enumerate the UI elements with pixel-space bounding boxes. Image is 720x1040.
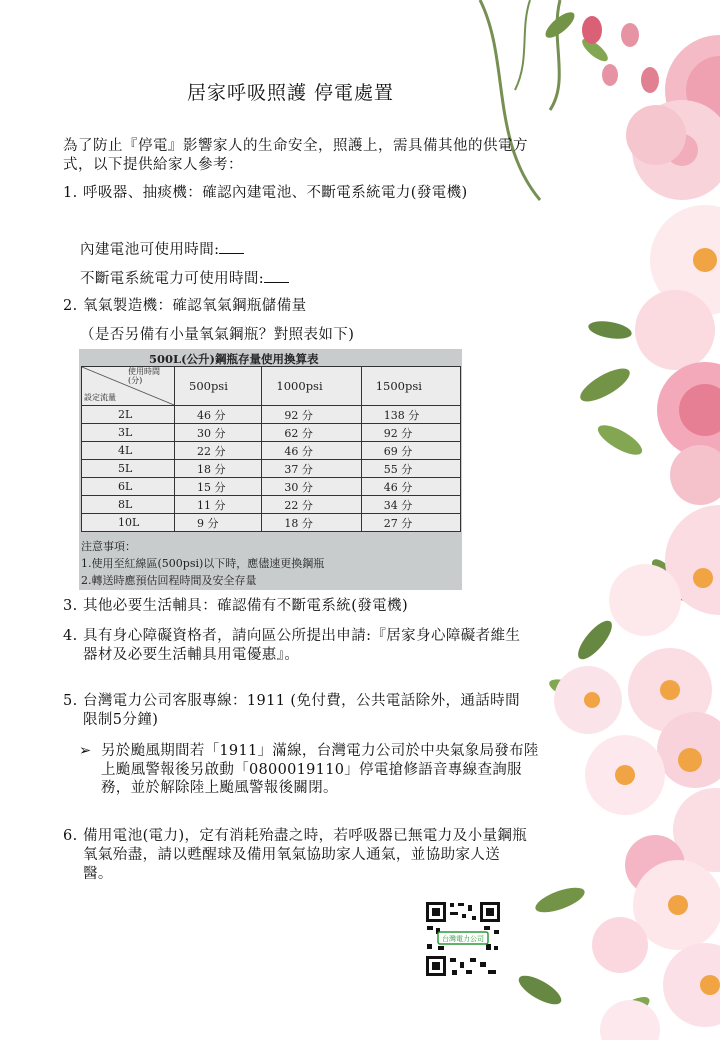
qr-label: 台灣電力公司 bbox=[442, 935, 484, 943]
table-row bbox=[82, 460, 461, 478]
table-cell: 9 分 bbox=[175, 514, 262, 532]
table-cell: 18 分 bbox=[262, 514, 361, 532]
table-cell: 4L bbox=[82, 442, 175, 460]
table-cell: 22 分 bbox=[262, 496, 361, 514]
table-cell: 3L bbox=[82, 424, 175, 442]
table-cell: 62 分 bbox=[262, 424, 361, 442]
list-number: 3. bbox=[63, 598, 78, 614]
table-cell: 34 分 bbox=[361, 496, 460, 514]
table-header-row bbox=[82, 367, 461, 406]
column-header: 1000psi bbox=[262, 367, 361, 406]
list-text: 其他必要生活輔具：確認備有不斷電系統(發電機) bbox=[83, 598, 409, 614]
list-text: 台灣電力公司客服專線：1911 (免付費，公共電話除外，通話時間限制5分鐘) bbox=[83, 693, 520, 728]
intro-paragraph: 為了防止『停電』影響家人的生命安全，照護上，需具備其他的供電方式，以下提供給家人參考： bbox=[63, 138, 528, 173]
list-text: 氧氣製造機：確認氧氣鋼瓶儲備量 bbox=[83, 298, 307, 314]
table-cell: 11 分 bbox=[175, 496, 262, 514]
table-cell: 6L bbox=[82, 478, 175, 496]
table-row bbox=[82, 424, 461, 442]
table-cell: 138 分 bbox=[361, 406, 460, 424]
list-text: 呼吸器、抽痰機：確認內建電池、不斷電系統電力(發電機) bbox=[83, 185, 468, 201]
table-notes bbox=[81, 538, 324, 589]
qr-code-image bbox=[424, 900, 502, 978]
battery-time-line bbox=[80, 239, 244, 260]
table-cell: 92 分 bbox=[361, 424, 460, 442]
list-number: 2. bbox=[63, 298, 78, 314]
table-cell: 22 分 bbox=[175, 442, 262, 460]
table-cell: 10L bbox=[82, 514, 175, 532]
table-caption: 500L(公升)鋼瓶存量使用換算表 bbox=[149, 352, 319, 366]
ups-time-line bbox=[80, 268, 289, 289]
battery-time-label: 內建電池可使用時間: bbox=[80, 242, 220, 258]
table-cell: 27 分 bbox=[361, 514, 460, 532]
column-header: 1500psi bbox=[361, 367, 460, 406]
ups-time-label: 不斷電系統電力可使用時間: bbox=[80, 271, 265, 287]
table-cell: 18 分 bbox=[175, 460, 262, 478]
table-note: 2.轉送時應預估回程時間及安全存量 bbox=[81, 574, 257, 587]
table-corner-cell bbox=[82, 367, 175, 406]
page-title: 居家呼吸照護 停電處置 bbox=[187, 82, 395, 104]
table-cell: 69 分 bbox=[361, 442, 460, 460]
list-number: 5. bbox=[63, 693, 78, 709]
table-cell: 30 分 bbox=[175, 424, 262, 442]
list-text: 具有身心障礙資格者，請向區公所提出申請:『居家身心障礙者維生器材及必要生活輔具用電優惠』。 bbox=[83, 628, 521, 663]
table-row bbox=[82, 406, 461, 424]
table-cell: 46 分 bbox=[361, 478, 460, 496]
typhoon-note-text: 另於颱風期間若「1911」滿線，台灣電力公司於中央氣象局發布陸上颱風警報後另啟動「0800019110」停電搶修語音專線查詢服務，並於解除陸上颱風警報後關閉。 bbox=[101, 743, 539, 796]
list-number: 6. bbox=[63, 828, 78, 844]
table-cell: 46 分 bbox=[175, 406, 262, 424]
oxygen-cylinder-table-photo bbox=[79, 349, 462, 590]
table-cell: 55 分 bbox=[361, 460, 460, 478]
corner-unit-label: (分) bbox=[128, 376, 143, 385]
arrow-bullet-icon: ➢ bbox=[79, 743, 92, 759]
table-cell: 46 分 bbox=[262, 442, 361, 460]
oxygen-cylinder-table bbox=[81, 366, 461, 532]
table-row bbox=[82, 478, 461, 496]
list-number: 1. bbox=[63, 185, 78, 201]
table-row bbox=[82, 442, 461, 460]
table-cell: 2L bbox=[82, 406, 175, 424]
table-cell: 37 分 bbox=[262, 460, 361, 478]
table-row bbox=[82, 496, 461, 514]
table-cell: 15 分 bbox=[175, 478, 262, 496]
corner-top-label: 使用時間 bbox=[128, 367, 160, 376]
table-cell: 8L bbox=[82, 496, 175, 514]
table-row bbox=[82, 514, 461, 532]
blank-field bbox=[219, 239, 244, 254]
blank-field bbox=[264, 268, 289, 283]
oxygen-note: （是否另備有小量氧氣鋼瓶？對照表如下) bbox=[80, 327, 355, 343]
table-cell: 30 分 bbox=[262, 478, 361, 496]
table-note: 1.使用至紅線區(500psi)以下時，應儘速更換鋼瓶 bbox=[81, 557, 325, 570]
list-text: 備用電池(電力)，定有消耗殆盡之時，若呼吸器已無電力及小量鋼瓶氧氣殆盡，請以甦醒球及備用氧氣協助家人通氣，並協助家人送醫。 bbox=[83, 828, 528, 882]
table-cell: 5L bbox=[82, 460, 175, 478]
table-cell: 92 分 bbox=[262, 406, 361, 424]
list-number: 4. bbox=[63, 628, 78, 644]
column-header: 500psi bbox=[175, 367, 262, 406]
table-note: 注意事項： bbox=[81, 540, 136, 553]
corner-bottom-label: 設定流量 bbox=[84, 393, 116, 402]
